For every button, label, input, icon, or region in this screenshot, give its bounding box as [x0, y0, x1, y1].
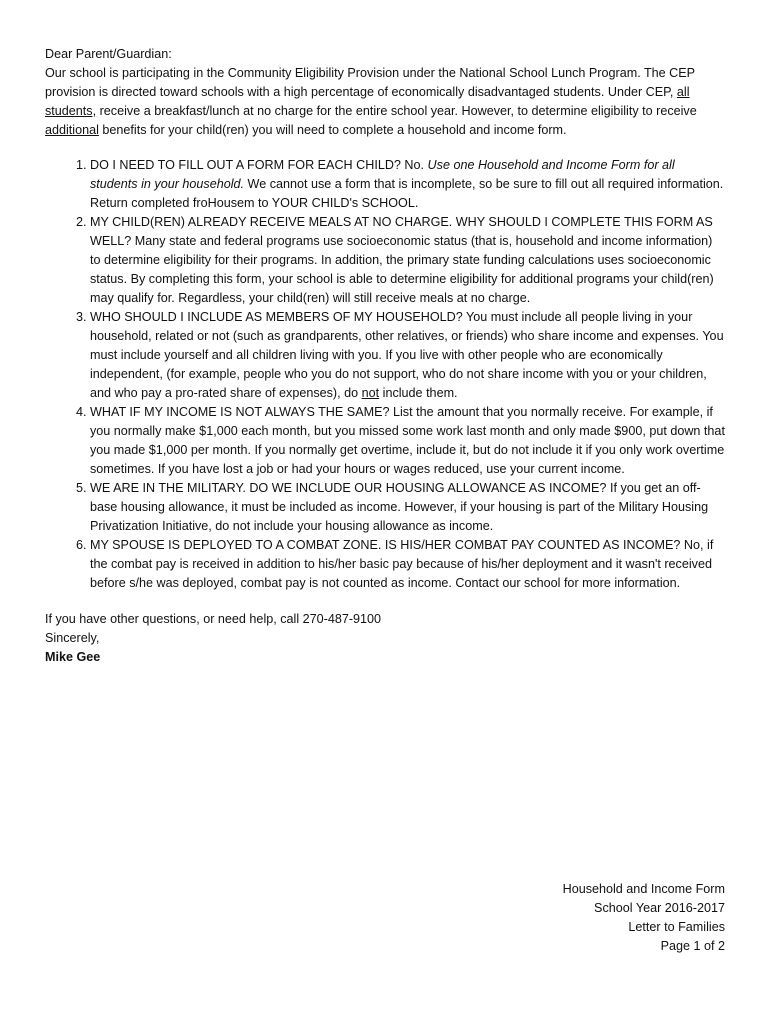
not-emphasis: not: [361, 386, 380, 400]
faq-answer: If you get an off-base housing allowance, it must be included as income. However, if your housing is part of the Military Housing Privatization Initiative, do not include your housing allowance as income.: [90, 481, 709, 533]
faq-answer: No, if the combat pay is received in addition to his/her basic pay because of his/her deployment and it wasn't received before s/he was deployed, combat pay is not counted as income. Contact our school for more information.: [90, 538, 714, 590]
faq-answer: List the amount that you normally receive. For example, if you normally make $1,000 each month, but you missed some work last month and only made $900, put down that you made $1,000 per month. If you normally get overtime, include it, but do not include it if you only work overtime sometimes. If you have lost a job or had your hours or wages reduced, use your current income.: [90, 405, 725, 476]
faq-item-2: [90, 213, 725, 308]
faq-answer: You must include all people living in your household, related or not (such as grandparents, other relatives, or friends) who share income and expenses. You must include yourself and all children living with you. If you live with other people who are economically independent, (for example, people who you do not support, who do not share income with you or your children, and who pay a pro-rated share of expenses), do: [90, 310, 724, 400]
faq-question: WE ARE IN THE MILITARY. DO WE INCLUDE OUR HOUSING ALLOWANCE AS INCOME?: [90, 481, 607, 495]
faq-item-6: [90, 536, 725, 593]
intro-text-1: Our school is participating in the Community Eligibility Provision under the National School Lunch Program. The CEP provision is directed toward schools with a high percentage of economically disadvantaged students. Under CEP,: [45, 66, 695, 99]
signature-name: Mike Gee: [45, 650, 101, 664]
faq-answer-end: include them.: [379, 386, 458, 400]
faq-item-3: [90, 308, 725, 403]
letter-body: [45, 45, 725, 667]
faq-answer: We cannot use a form that is incomplete, so be sure to fill out all required information. Return completed froHousem to YOUR CHILD's SCHOOL.: [90, 177, 724, 210]
intro-text-2: receive a breakfast/lunch at no charge for the entire school year. However, to determine eligibility to receive: [96, 104, 697, 118]
faq-italic-note: Use one Household and Income Form for all students in your household.: [90, 158, 675, 191]
faq-question: WHAT IF MY INCOME IS NOT ALWAYS THE SAME?: [90, 405, 390, 419]
footer-letter-label: Letter to Families: [628, 920, 725, 934]
footer-page-number: Page 1 of 2: [660, 939, 725, 953]
salutation: Dear Parent/Guardian:: [45, 47, 172, 61]
faq-question: MY CHILD(REN) ALREADY RECEIVE MEALS AT NO CHARGE. WHY SHOULD I COMPLETE THIS FORM AS WELL?: [90, 215, 713, 248]
faq-question: WHO SHOULD I INCLUDE AS MEMBERS OF MY HOUSEHOLD?: [90, 310, 463, 324]
intro-text-3: benefits for your child(ren) you will need to complete a household and income form.: [98, 123, 567, 137]
faq-answer: Many state and federal programs use socioeconomic status (that is, household and income information) to determine eligibility for their programs. In addition, the primary state funding calculations uses socioeconomic status. By completing this form, your school is able to determine eligibility for additional programs your child(ren) may qualify for. Regardless, your child(ren) will still receive meals at no charge.: [90, 234, 714, 305]
faq-question: DO I NEED TO FILL OUT A FORM FOR EACH CHILD? No.: [90, 158, 428, 172]
intro-paragraph: [45, 64, 725, 140]
sincerely: Sincerely,: [45, 631, 100, 645]
faq-question: MY SPOUSE IS DEPLOYED TO A COMBAT ZONE. IS HIS/HER COMBAT PAY COUNTED AS INCOME?: [90, 538, 681, 552]
additional-emphasis: additional: [45, 123, 99, 137]
faq-item-4: [90, 403, 725, 479]
help-line: If you have other questions, or need help, call 270-487-9100: [45, 612, 382, 626]
closing-section: [45, 610, 725, 667]
footer-form-title: Household and Income Form: [562, 882, 725, 896]
document-footer: [563, 880, 725, 956]
faq-item-1: [90, 156, 725, 213]
footer-school-year: School Year 2016-2017: [594, 901, 725, 915]
faq-item-5: [90, 479, 725, 536]
all-students-emphasis: all students,: [45, 85, 690, 118]
intro-section: [45, 45, 725, 140]
faq-list: [45, 156, 725, 593]
